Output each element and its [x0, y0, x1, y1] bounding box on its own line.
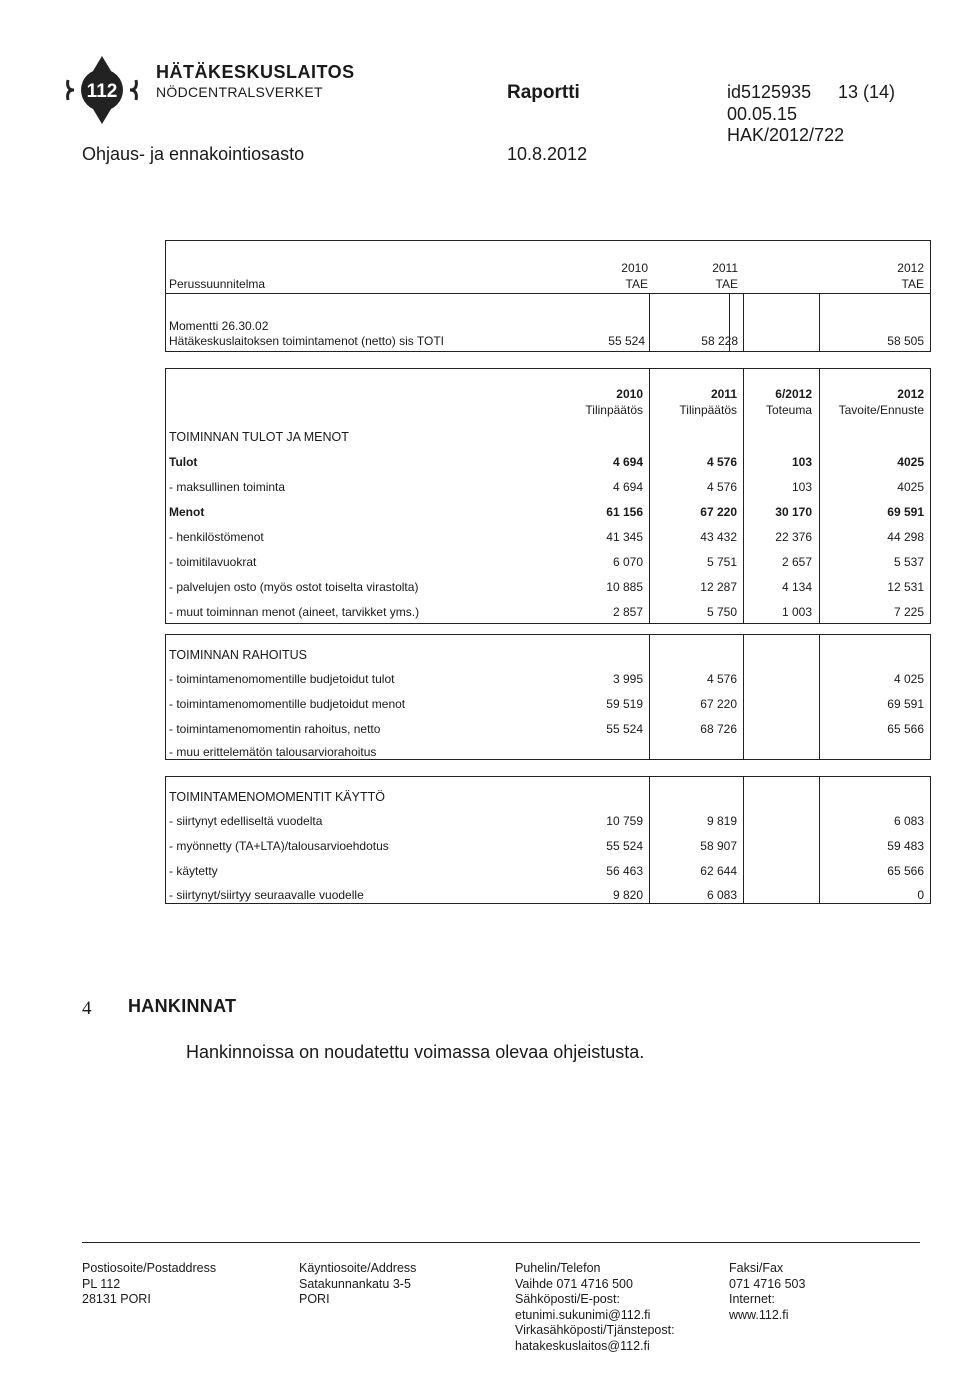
section-operations: TOIMINNAN TULOT JA MENOT [169, 430, 349, 444]
value-2010: 55 524 [608, 334, 645, 348]
ops-cell: 4 694 [612, 455, 643, 469]
usage-row-label: - käytetty [169, 864, 218, 878]
usage-cell: 0 [917, 888, 924, 902]
usage-cell: 9 820 [612, 888, 643, 902]
document-type: Raportti [507, 82, 580, 103]
value-2012: 58 505 [887, 334, 924, 348]
footer-fax-line: 071 4716 503 [729, 1276, 806, 1291]
fin-cell: 69 591 [887, 697, 924, 711]
col-kind-2012: TAE [901, 277, 924, 291]
fin-cell: 59 519 [606, 697, 643, 711]
document-reference: HAK/2012/722 [727, 125, 845, 145]
fin-row-label: - toimintamenomomentin rahoitus, netto [169, 722, 381, 736]
ops-cell: 4 576 [706, 480, 737, 494]
ops-col-year-2010: 2010 [616, 387, 643, 401]
ops-cell: 4 694 [612, 480, 643, 494]
operations-table [165, 368, 931, 624]
col-year-2010: 2010 [621, 261, 648, 275]
footer-visiting-line: Satakunnankatu 3-5 [299, 1276, 411, 1291]
ops-cell: 44 298 [887, 530, 924, 544]
footer-phone-line: Vaihde 071 4716 500 [515, 1276, 633, 1291]
footer-divider [82, 1242, 920, 1243]
ops-cell: 43 432 [700, 530, 737, 544]
value-2011: 58 228 [701, 334, 738, 348]
ops-cell: 2 657 [781, 555, 812, 569]
ops-cell: 12 531 [887, 580, 924, 594]
section-financing: TOIMINNAN RAHOITUS [169, 648, 307, 662]
department-name: Ohjaus- ja ennakointiosasto [82, 144, 305, 164]
fin-cell: 67 220 [700, 697, 737, 711]
section-number: 4 [82, 998, 92, 1019]
fin-cell: 4 576 [706, 672, 737, 686]
ops-row-label: Tulot [169, 455, 198, 469]
ops-cell: 5 750 [706, 605, 737, 619]
ops-cell: 4025 [897, 480, 924, 494]
ops-row-label: - palvelujen osto (myös ostot toiselta virastolta) [169, 580, 419, 594]
fin-cell: 55 524 [606, 722, 643, 736]
ops-row-label: Menot [169, 505, 205, 519]
ops-row-label: - maksullinen toiminta [169, 480, 286, 494]
ops-cell: 4 134 [781, 580, 812, 594]
usage-cell: 56 463 [606, 864, 643, 878]
usage-cell: 9 819 [706, 814, 737, 828]
ops-cell: 12 287 [700, 580, 737, 594]
ops-cell: 1 003 [781, 605, 812, 619]
document-id: id5125935 [727, 82, 812, 102]
fin-row-label: - toimintamenomomentille budjetoidut tulot [169, 672, 395, 686]
usage-cell: 10 759 [606, 814, 643, 828]
ops-cell: 69 591 [887, 505, 924, 519]
ops-cell: 5 751 [706, 555, 737, 569]
footer-phone-line: Puhelin/Telefon [515, 1261, 601, 1275]
page-number: 13 (14) [838, 82, 896, 102]
fin-cell: 3 995 [612, 672, 643, 686]
org-name: HÄTÄKESKUSLAITOS [156, 62, 355, 82]
footer-phone-line: Virkasähköposti/Tjänstepost: [515, 1323, 675, 1337]
usage-row-label: - myönnetty (TA+LTA)/talousarvioehdotus [169, 839, 389, 853]
usage-cell: 58 907 [700, 839, 737, 853]
logo-112-emblem [62, 52, 142, 128]
footer-fax-line: Faksi/Fax [729, 1261, 784, 1275]
ops-col-year-6-2012: 6/2012 [775, 387, 812, 401]
col-kind-2011: TAE [715, 277, 738, 291]
footer-postal [82, 1261, 216, 1308]
basic-plan-title: Perussuunnitelma [169, 277, 266, 291]
ops-cell: 2 857 [612, 605, 643, 619]
document-code: 00.05.15 [727, 104, 798, 124]
usage-row-label: - siirtynyt edelliseltä vuodelta [169, 814, 323, 828]
footer-visiting-line: PORI [299, 1292, 330, 1306]
footer-email[interactable]: etunimi.sukunimi@112.fi [515, 1307, 651, 1322]
usage-table [165, 776, 931, 904]
ops-cell: 61 156 [606, 505, 643, 519]
row-label: Hätäkeskuslaitoksen toimintamenot (netto) sis TOTI [169, 334, 445, 348]
basic-plan-table [165, 240, 931, 352]
footer-phone [515, 1261, 675, 1354]
footer-phone-line: Sähköposti/E-post: [515, 1292, 620, 1306]
ops-cell: 22 376 [775, 530, 812, 544]
usage-cell: 6 083 [706, 888, 737, 902]
footer-postal-line: Postiosoite/Postaddress [82, 1261, 217, 1275]
footer-fax [729, 1261, 805, 1323]
footer-official-email[interactable]: hatakeskuslaitos@112.fi [515, 1338, 650, 1353]
col-year-2012: 2012 [897, 261, 924, 275]
ops-cell: 30 170 [775, 505, 812, 519]
ops-col-kind-2011: Tilinpäätös [679, 403, 737, 417]
usage-cell: 6 083 [893, 814, 924, 828]
section-title: HANKINNAT [128, 996, 237, 1016]
usage-cell: 59 483 [887, 839, 924, 853]
ops-cell: 7 225 [893, 605, 924, 619]
ops-col-kind-2012: Tavoite/Ennuste [838, 403, 924, 417]
ops-row-label: - toimitilavuokrat [169, 555, 257, 569]
ops-cell: 67 220 [700, 505, 737, 519]
ops-row-label: - henkilöstömenot [169, 530, 264, 544]
ops-cell: 103 [791, 480, 812, 494]
ops-cell: 6 070 [612, 555, 643, 569]
ops-row-label: - muut toiminnan menot (aineet, tarvikket yms.) [169, 605, 420, 619]
fin-row-label: - muu erittelemätön talousarviorahoitus [169, 745, 377, 759]
section-usage: TOIMINTAMENOMOMENTIT KÄYTTÖ [169, 790, 385, 804]
fin-cell: 65 566 [887, 722, 924, 736]
ops-cell: 4 576 [706, 455, 737, 469]
col-year-2011: 2011 [712, 261, 738, 275]
section-body-text: Hankinnoissa on noudatettu voimassa olevaa ohjeistusta. [186, 1042, 645, 1062]
usage-cell: 62 644 [700, 864, 737, 878]
footer-fax-line: Internet: [729, 1292, 775, 1306]
footer-postal-line: PL 112 [82, 1276, 121, 1291]
document-date: 10.8.2012 [507, 144, 588, 164]
ops-col-kind-6-2012: Toteuma [765, 403, 812, 417]
org-name-swedish: NÖDCENTRALSVERKET [156, 84, 323, 100]
ops-col-year-2012: 2012 [897, 387, 924, 401]
col-kind-2010: TAE [625, 277, 648, 291]
ops-cell: 5 537 [893, 555, 924, 569]
fin-cell: 4 025 [893, 672, 924, 686]
fin-row-label: - toimintamenomomentille budjetoidut menot [169, 697, 406, 711]
ops-cell: 4025 [897, 455, 924, 469]
fin-cell: 68 726 [700, 722, 737, 736]
moment-label: Momentti 26.30.02 [169, 319, 269, 333]
usage-cell: 55 524 [606, 839, 643, 853]
ops-cell: 103 [791, 455, 812, 469]
usage-cell: 65 566 [887, 864, 924, 878]
footer-visiting-line: Käyntiosoite/Address [299, 1261, 417, 1275]
footer-postal-line: 28131 PORI [82, 1292, 151, 1306]
ops-col-year-2011: 2011 [710, 387, 737, 401]
logo-number: 112 [86, 81, 118, 102]
footer-visiting [299, 1261, 416, 1308]
usage-row-label: - siirtynyt/siirtyy seuraavalle vuodelle [169, 888, 364, 902]
footer-website-link[interactable]: www.112.fi [729, 1307, 789, 1322]
ops-col-kind-2010: Tilinpäätös [585, 403, 643, 417]
ops-cell: 10 885 [606, 580, 643, 594]
financing-table [165, 634, 931, 760]
ops-cell: 41 345 [606, 530, 643, 544]
